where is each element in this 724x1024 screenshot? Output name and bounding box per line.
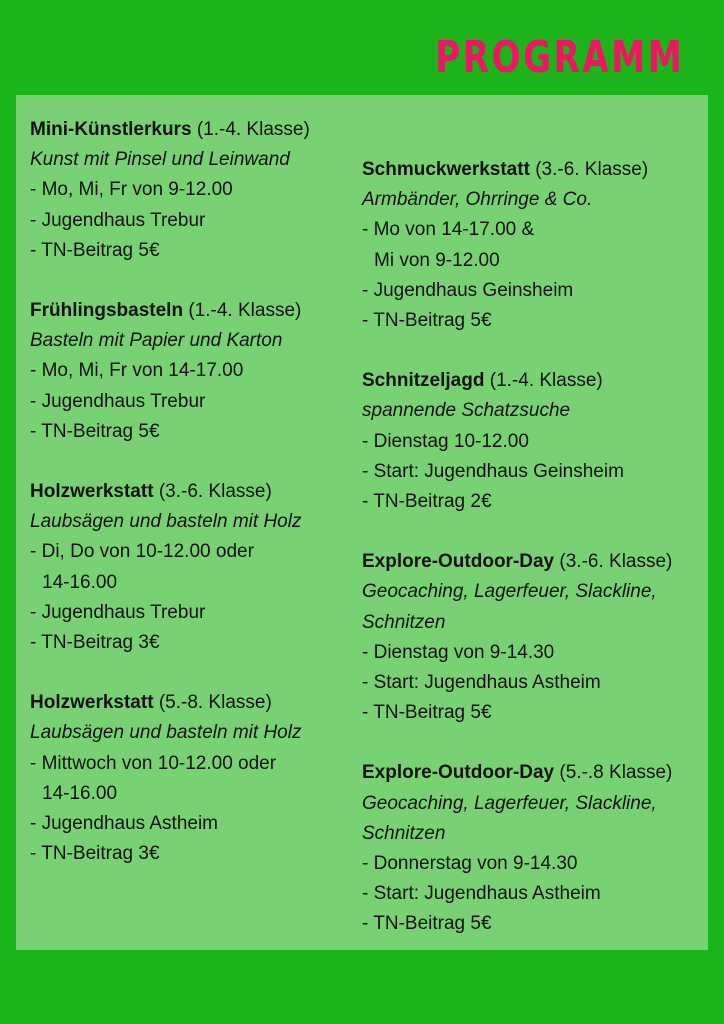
course-detail: - TN-Beitrag 3€ bbox=[30, 843, 160, 865]
course-block bbox=[362, 547, 708, 728]
course-subtitle: Laubsägen und basteln mit Holz bbox=[30, 722, 302, 744]
course-subtitle: Kunst mit Pinsel und Leinwand bbox=[30, 149, 290, 171]
course-subtitle: Geocaching, Lagerfeuer, Slackline, bbox=[362, 792, 657, 814]
course-name: Holzwerkstatt bbox=[30, 481, 154, 503]
course-detail: 14-16.00 bbox=[42, 782, 118, 804]
course-name: Holzwerkstatt bbox=[30, 692, 154, 714]
course-detail: - TN-Beitrag 5€ bbox=[30, 239, 160, 261]
course-grade: (1.-4. Klasse) bbox=[196, 119, 310, 140]
course-detail: - Dienstag 10-12.00 bbox=[362, 430, 529, 452]
course-detail: - Mo, Mi, Fr von 14-17.00 bbox=[30, 360, 244, 382]
course-block bbox=[362, 758, 708, 939]
course-header bbox=[362, 547, 708, 577]
course-detail: - TN-Beitrag 3€ bbox=[30, 632, 160, 654]
course-header bbox=[30, 477, 360, 507]
course-subtitle: Basteln mit Papier und Karton bbox=[30, 330, 283, 352]
course-block bbox=[30, 296, 360, 447]
course-detail: - TN-Beitrag 5€ bbox=[362, 702, 492, 724]
course-detail: - Mo, Mi, Fr von 9-12.00 bbox=[30, 179, 233, 201]
course-block bbox=[30, 115, 360, 266]
course-header bbox=[362, 758, 708, 788]
course-subtitle: Armbänder, Ohrringe & Co. bbox=[362, 189, 593, 211]
course-detail: - Jugendhaus Trebur bbox=[30, 209, 206, 231]
course-detail: - TN-Beitrag 5€ bbox=[30, 420, 160, 442]
course-grade: (5.-.8 Klasse) bbox=[559, 762, 673, 784]
course-detail: - Start: Jugendhaus Astheim bbox=[362, 672, 601, 694]
course-grade: (3.-6. Klasse) bbox=[559, 551, 673, 573]
course-detail: - Dienstag von 9-14.30 bbox=[362, 641, 555, 663]
course-header bbox=[30, 688, 360, 718]
course-detail: - TN-Beitrag 5€ bbox=[362, 913, 492, 935]
program-panel bbox=[16, 95, 708, 950]
right-column bbox=[362, 155, 708, 970]
course-detail: - Donnerstag von 9-14.30 bbox=[362, 853, 578, 875]
course-name: Frühlingsbasteln bbox=[30, 300, 184, 322]
course-subtitle: Geocaching, Lagerfeuer, Slackline, bbox=[362, 581, 657, 603]
page-title: PROGRAMM bbox=[435, 32, 684, 83]
course-grade: (1.-4. Klasse) bbox=[489, 370, 603, 392]
course-header bbox=[362, 155, 708, 185]
course-grade: (3.-6. Klasse) bbox=[535, 159, 649, 180]
course-detail: - Start: Jugendhaus Astheim bbox=[362, 883, 601, 905]
course-subtitle: Laubsägen und basteln mit Holz bbox=[30, 511, 302, 533]
course-block bbox=[30, 688, 360, 869]
course-block bbox=[362, 155, 708, 336]
course-detail: - Mo von 14-17.00 & bbox=[362, 219, 535, 241]
course-detail: - TN-Beitrag 2€ bbox=[362, 491, 492, 513]
course-name: Schmuckwerkstatt bbox=[362, 159, 530, 180]
course-detail: 14-16.00 bbox=[42, 571, 118, 593]
course-header bbox=[30, 115, 360, 145]
course-grade: (5.-8. Klasse) bbox=[158, 692, 272, 714]
course-detail: - Jugendhaus Trebur bbox=[30, 601, 206, 623]
course-name: Schnitzeljagd bbox=[362, 370, 485, 392]
course-detail: - Start: Jugendhaus Geinsheim bbox=[362, 460, 624, 482]
course-subtitle: spannende Schatzsuche bbox=[362, 400, 571, 422]
course-detail: - Di, Do von 10-12.00 oder bbox=[30, 541, 254, 563]
course-header bbox=[362, 366, 708, 396]
course-block bbox=[362, 366, 708, 517]
course-block bbox=[30, 477, 360, 658]
course-name: Mini-Künstlerkurs bbox=[30, 119, 192, 140]
course-grade: (3.-6. Klasse) bbox=[158, 481, 272, 503]
course-subtitle: Schnitzen bbox=[362, 611, 446, 633]
course-header bbox=[30, 296, 360, 326]
course-detail: - Jugendhaus Astheim bbox=[30, 813, 219, 835]
course-detail: - Mittwoch von 10-12.00 oder bbox=[30, 752, 277, 774]
course-name: Explore-Outdoor-Day bbox=[362, 551, 555, 573]
left-column bbox=[30, 115, 360, 899]
course-grade: (1.-4. Klasse) bbox=[188, 300, 302, 322]
course-name: Explore-Outdoor-Day bbox=[362, 762, 555, 784]
course-detail: - TN-Beitrag 5€ bbox=[362, 310, 492, 332]
course-detail: - Jugendhaus Trebur bbox=[30, 390, 206, 412]
course-subtitle: Schnitzen bbox=[362, 822, 446, 844]
course-detail: - Jugendhaus Geinsheim bbox=[362, 279, 574, 301]
course-detail: Mi von 9-12.00 bbox=[374, 249, 500, 271]
